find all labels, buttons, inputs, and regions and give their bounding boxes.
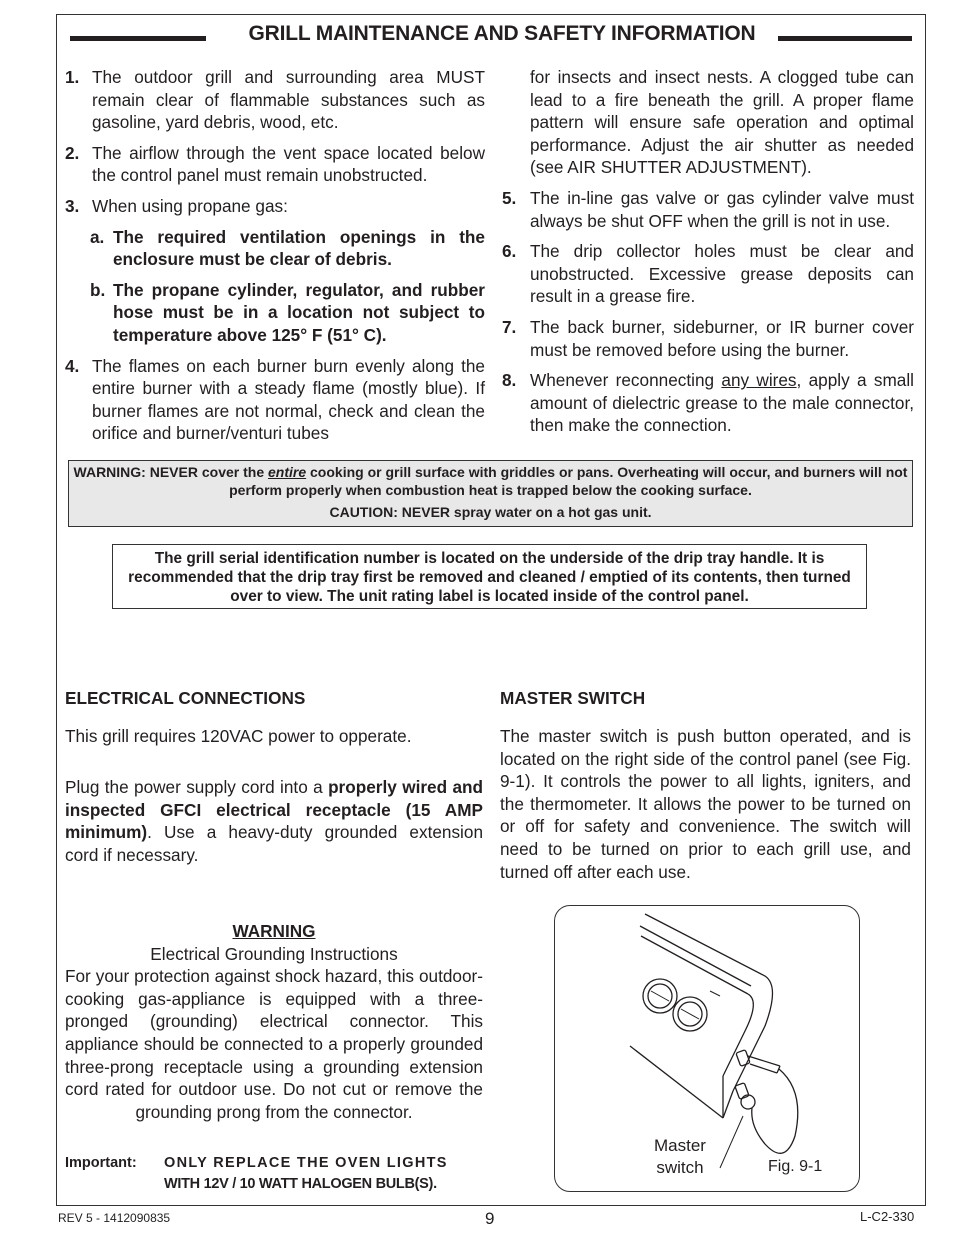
list-item: 3. When using propane gas: xyxy=(65,195,288,216)
page-title: GRILL MAINTENANCE AND SAFETY INFORMATION xyxy=(248,22,756,45)
figure-master-switch xyxy=(554,905,860,1192)
document-code: L-C2-330 xyxy=(860,1209,915,1224)
title-rule-right xyxy=(778,36,912,41)
list-item: 5. The in-line gas valve or gas cylinder valve must always be shut OFF when the grill is not in use. xyxy=(502,187,914,231)
electrical-heading: ELECTRICAL CONNECTIONS xyxy=(65,688,306,708)
sub-list-item: a. The required ventilation openings in the enclosure must be clear of debris. xyxy=(90,226,485,270)
revision-code: REV 5 - 1412090835 xyxy=(58,1211,171,1225)
sub-list-item: b. The propane cylinder, regulator, and rubber hose must be in a location not subject to temperature above 125° F (51° C). xyxy=(90,279,485,345)
serial-info-box: The grill serial identification number is located on the underside of the drip tray handle. It is recommended that the drip tray first be removed and cleaned / emptied of its contents, then turned over to view. The unit rating label is located inside of the control panel. xyxy=(112,544,867,609)
list-item: 7. The back burner, sideburner, or IR burner cover must be removed before using the burner. xyxy=(502,316,914,360)
list-item: 6. The drip collector holes must be clear and unobstructed. Excessive grease deposits can result in a grease fire. xyxy=(502,241,914,307)
list-item: 8. Whenever reconnecting any wires, apply a small amount of dielectric grease to the male connector, then make the connection. xyxy=(502,370,915,436)
master-switch-heading: MASTER SWITCH xyxy=(500,688,646,708)
important-note: Important: ONLY REPLACE THE OVEN LIGHTS WITH 12V / 10 WATT HALOGEN BULB(S). xyxy=(65,1155,448,1192)
electrical-p2: Plug the power supply cord into a properly wired and inspected GFCI electrical receptacle (15 AMP minimum). Use a heavy-duty grounded extension cord if necessary. xyxy=(65,777,484,865)
left-column xyxy=(65,66,485,453)
figure-caption: Fig. 9-1 xyxy=(768,1158,823,1175)
title-rule-left xyxy=(70,36,206,41)
grounding-subtitle: Electrical Grounding Instructions xyxy=(150,943,398,964)
grounding-title: WARNING xyxy=(232,921,316,941)
item4-continued: for insects and insect nests. A clogged tube can lead to a fire beneath the grill. A proper flame pattern will ensure safe operation and optimal performance. Adjust the air shutter as needed (see AIR SHUTTER ADJUSTMENT). xyxy=(530,67,914,178)
warning-text: WARNING: NEVER cover the entire cooking or grill surface with griddles or pans. Overheating will occur, and burners will not perform properly when combustion heat is trapped below the cooking surface. xyxy=(73,464,908,498)
right-column xyxy=(502,66,914,445)
section-header xyxy=(70,22,912,52)
electrical-p1: This grill requires 120VAC power to opperate. xyxy=(65,726,412,746)
warning-box xyxy=(68,460,913,527)
grounding-block xyxy=(65,920,483,1123)
page-number: 9 xyxy=(485,1209,495,1228)
list-item: 4. The flames on each burner burn evenly along the entire burner with a steady flame (mostly blue). If burner flames are not normal, check and clean the orifice and burner/venturi tubes xyxy=(65,355,485,444)
list-item: 2. The airflow through the vent space located below the control panel must remain unobstructed. xyxy=(65,142,485,186)
list-item: 1. The outdoor grill and surrounding area MUST remain clear of flammable substances such as gasoline, yard debris, wood, etc. xyxy=(65,67,485,133)
master-switch-text: The master switch is push button operated, and is located on the right side of the control panel (see Fig. 9-1). It controls the power to all lights, igniters, and the thermometer. It allows the power to be turned on or off for safety and convenience. The switch will need to be turned on prior to each grill use, and turned off after each use. xyxy=(500,726,911,882)
figure-label: Master switch xyxy=(654,1136,706,1177)
grounding-text: For your protection against shock hazard, this outdoor-cooking gas-appliance is equipped with a three-pronged (grounding) electrical connector. This appliance should be connected to a properly grounded three-prong receptacle using a grounding extension cord rated for outdoor use. Do not cut or remove the grounding prong from the connector. xyxy=(65,966,483,1122)
caution-text: CAUTION: NEVER spray water on a hot gas unit. xyxy=(329,504,652,520)
